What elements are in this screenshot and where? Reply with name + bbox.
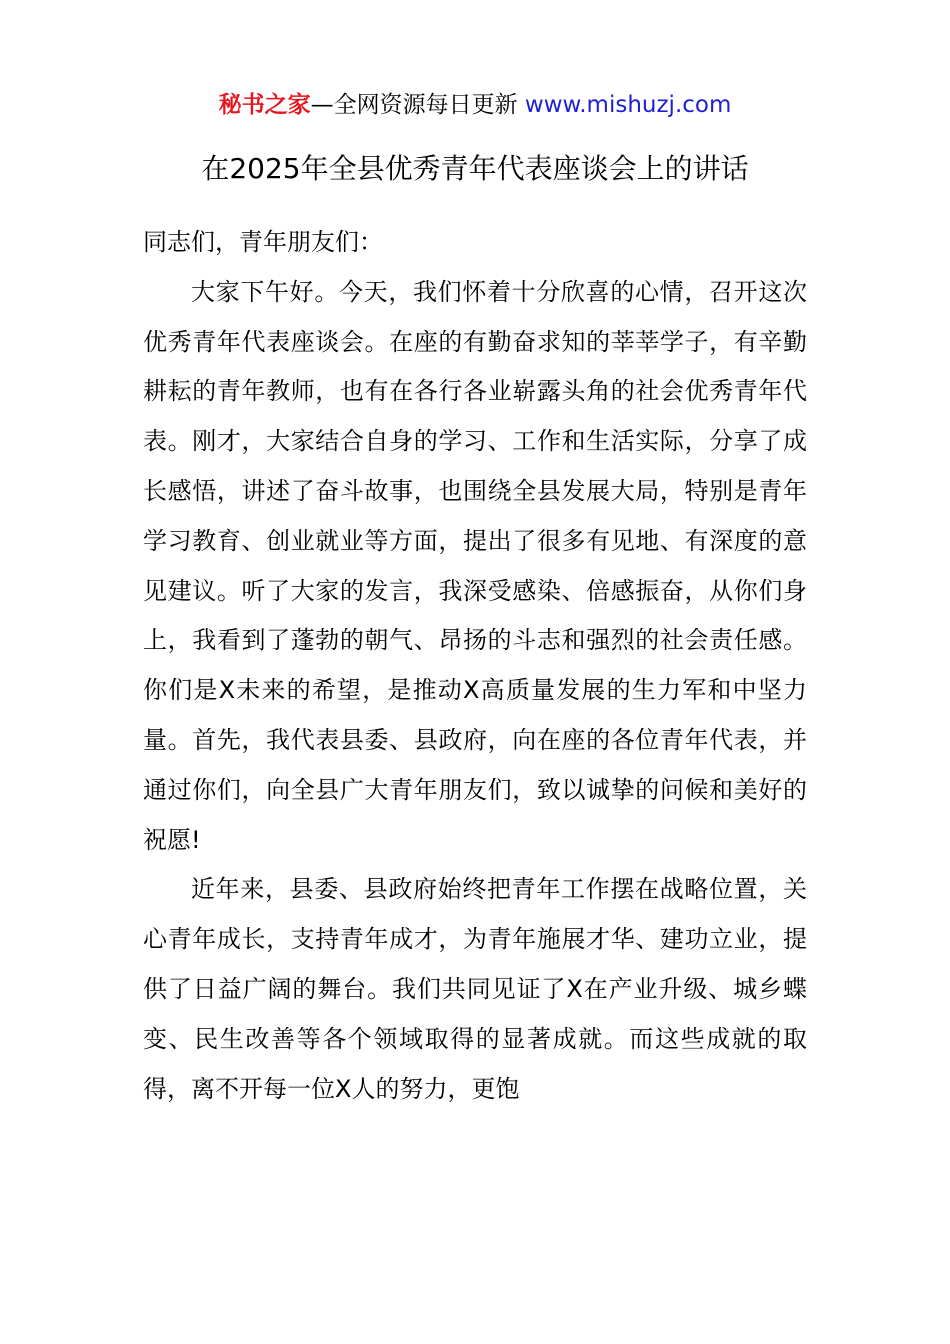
brand-name: 秘书之家 xyxy=(218,92,311,118)
paragraph-1: 大家下午好。今天，我们怀着十分欣喜的心情，召开这次优秀青年代表座谈会。在座的有勤奋求知的莘莘学子，有辛勤耕耘的青年教师，也有在各行各业崭露头角的社会优秀青年代表。刚才，大家结合自身的学习、工作和生活实际，分享了成长感悟，讲述了奋斗故事，也围绕全县发展大局，特别是青年学习教育、创业就业等方面，提出了很多有见地、有深度的意见建议。听了大家的发言，我深受感染、倍感振奋，从你们身上，我看到了蓬勃的朝气、昂扬的斗志和强烈的社会责任感。你们是X未来的希望，是推动X高质量发展的生力军和中坚力量。首先，我代表县委、县政府，向在座的各位青年代表，并通过你们，向全县广大青年朋友们，致以诚挚的问候和美好的祝愿! xyxy=(143,277,807,854)
document-body xyxy=(143,218,807,1114)
header-tagline: —全网资源每日更新 xyxy=(310,92,518,118)
document-title: 在2025年全县优秀青年代表座谈会上的讲话 xyxy=(201,152,749,185)
site-header xyxy=(0,88,950,122)
salutation: 同志们，青年朋友们： xyxy=(143,228,383,256)
website-link[interactable]: www.mishuzj.com xyxy=(524,92,732,118)
paragraph-2: 近年来，县委、县政府始终把青年工作摆在战略位置，关心青年成长，支持青年成才，为青年施展才华、建功立业，提供了日益广阔的舞台。我们共同见证了X在产业升级、城乡蝶变、民生改善等各个领域取得的显著成就。而这些成就的取得，离不开每一位X人的努力，更饱 xyxy=(143,875,807,1103)
